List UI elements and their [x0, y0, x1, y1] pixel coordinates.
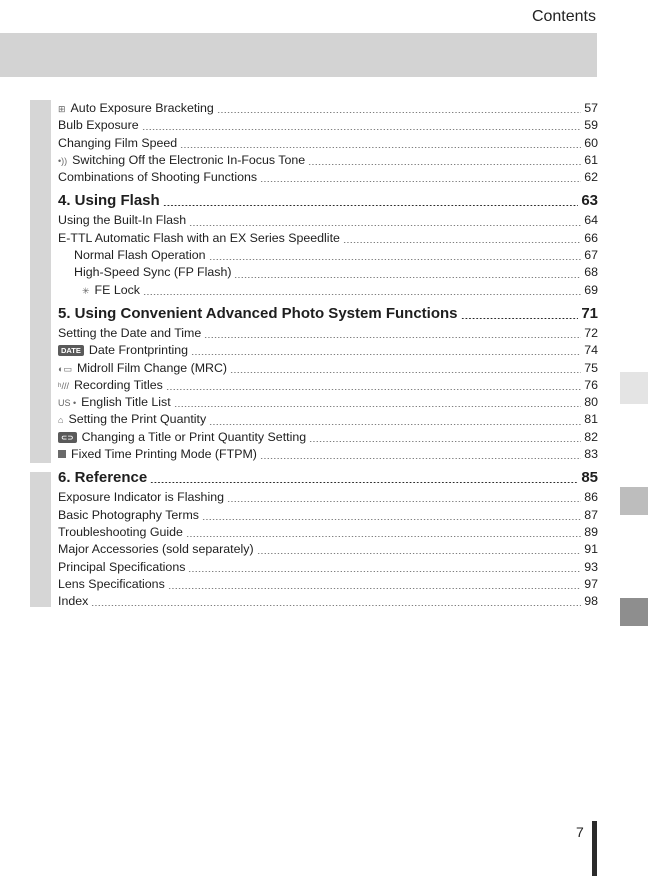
toc-entry-page: 87 [584, 507, 598, 522]
dot-leader [209, 424, 581, 425]
toc-entry-page: 68 [584, 265, 598, 280]
toc-entry-page: 60 [584, 135, 598, 150]
toc-entry-label: 5. Using Convenient Advanced Photo System Functions [58, 304, 458, 322]
toc-entry[interactable] [58, 282, 598, 299]
dot-leader [166, 389, 581, 390]
toc-entry-label: Changing a Title or Print Quantity Setting [81, 429, 307, 444]
dot-leader [186, 536, 581, 537]
toc-entry[interactable] [58, 541, 598, 558]
date-icon: DATE [58, 345, 84, 356]
toc-entry-label: Exposure Indicator is Flashing [58, 490, 224, 505]
toc-entry-label: Using the Built-In Flash [58, 213, 187, 228]
toc-entry-page: 83 [584, 447, 598, 462]
toc-entry-label: Combinations of Shooting Functions [58, 170, 258, 185]
toc-entry-label: 6. Reference [58, 469, 148, 487]
toc-entry[interactable] [58, 342, 598, 359]
dot-leader [143, 294, 581, 295]
toc-entry[interactable] [58, 593, 598, 610]
toc-entry-label: Recording Titles [73, 377, 163, 392]
dot-leader [461, 318, 579, 319]
title-qty-icon: ⊂⊃ [58, 432, 77, 443]
dot-leader [309, 441, 581, 442]
dot-leader [234, 277, 581, 278]
toc-entry[interactable] [58, 117, 598, 134]
dot-leader [189, 225, 581, 226]
toc-entry-label: FE Lock [94, 282, 140, 297]
toc-entry-label: Midroll Film Change (MRC) [76, 360, 228, 375]
toc-entry-label: Basic Photography Terms [58, 507, 199, 522]
toc-entry-label: Date Frontprinting [88, 343, 189, 358]
dot-leader [204, 337, 581, 338]
toc-entry[interactable] [58, 325, 598, 342]
page-number: 7 [576, 824, 584, 840]
dot-leader [260, 458, 581, 459]
header-band [0, 33, 597, 77]
toc-entry-label: Troubleshooting Guide [58, 524, 183, 539]
dot-leader [174, 406, 582, 407]
dot-leader [91, 605, 581, 606]
mrc-icon: ◐▭ [58, 363, 72, 374]
dot-leader [217, 112, 581, 113]
toc-entry-page: 98 [584, 594, 598, 609]
toc-entry[interactable] [58, 411, 598, 428]
toc-entry-page: 66 [584, 230, 598, 245]
toc-entry-page: 97 [584, 576, 598, 591]
beep-icon: •)) [58, 155, 68, 166]
toc-entry-page: 72 [584, 325, 598, 340]
toc-section-heading[interactable] [58, 189, 598, 212]
thumb-index-tab [620, 487, 648, 515]
dot-leader [230, 372, 581, 373]
dot-leader [168, 588, 581, 589]
toc-entry-page: 74 [584, 343, 598, 358]
title-icon: ʰ/// [58, 380, 69, 391]
toc-entry-page: 61 [584, 152, 598, 167]
us-icon: US • [58, 398, 77, 409]
dot-leader [191, 354, 581, 355]
ftpm-icon [58, 450, 66, 458]
dot-leader [209, 259, 582, 260]
toc-entry-label: Major Accessories (sold separately) [58, 542, 254, 557]
toc-entry-label: English Title List [81, 395, 171, 410]
toc-entry-page: 69 [584, 282, 598, 297]
toc-entry-page: 86 [584, 490, 598, 505]
toc-entry[interactable] [58, 524, 598, 541]
toc-entry-label: Principal Specifications [58, 559, 186, 574]
toc-entry[interactable] [58, 489, 598, 506]
toc-section-heading[interactable] [58, 466, 598, 489]
dot-leader [202, 519, 581, 520]
bracket-icon: ⊞ [58, 104, 66, 114]
section-marker-bar [30, 100, 51, 463]
toc-entry[interactable] [58, 152, 598, 169]
dot-leader [188, 571, 581, 572]
dot-leader [180, 147, 581, 148]
dot-leader [343, 242, 581, 243]
section-marker-bar [30, 472, 51, 607]
toc-entry-page: 57 [584, 101, 598, 115]
toc-entry-page: 89 [584, 524, 598, 539]
toc-entry-label: Normal Flash Operation [74, 248, 206, 263]
toc-entry-label: Setting the Print Quantity [68, 412, 207, 427]
toc-entry-page: 93 [584, 559, 598, 574]
toc-entry[interactable] [58, 507, 598, 524]
toc-entry-label: Lens Specifications [58, 576, 165, 591]
toc-entry-page: 64 [584, 213, 598, 228]
toc-section-heading[interactable] [58, 302, 598, 325]
toc-entry-label: Switching Off the Electronic In-Focus Tone [72, 152, 306, 167]
dot-leader [257, 553, 582, 554]
dot-leader [150, 482, 578, 483]
toc-entry-label: Bulb Exposure [58, 118, 139, 133]
toc-entry-page: 91 [584, 542, 598, 557]
toc-entry-page: 63 [581, 192, 598, 210]
toc-entry-page: 80 [584, 395, 598, 410]
toc-entry-label: Setting the Date and Time [58, 325, 202, 340]
toc-entry-page: 82 [584, 429, 598, 444]
toc-entry[interactable] [58, 230, 598, 247]
toc-entry-page: 75 [584, 360, 598, 375]
print-qty-icon: ⌂ [58, 415, 64, 426]
toc-entry[interactable] [58, 446, 598, 463]
dot-leader [227, 501, 581, 502]
toc-entry[interactable] [58, 377, 598, 394]
toc-entry-label: 4. Using Flash [58, 192, 160, 210]
page-header-title: Contents [531, 8, 596, 25]
thumb-index-tab [620, 372, 648, 404]
dot-leader [260, 181, 581, 182]
toc-entry[interactable] [58, 169, 598, 186]
dot-leader [308, 164, 581, 165]
toc-entry-page: 81 [584, 412, 598, 427]
toc-entry[interactable] [58, 576, 598, 593]
toc-entry-page: 85 [581, 469, 598, 487]
toc-entry-label: Fixed Time Printing Mode (FTPM) [71, 447, 257, 462]
toc-entry-label: E-TTL Automatic Flash with an EX Series Speedlite [58, 230, 340, 245]
toc-entry-page: 62 [584, 170, 598, 185]
dot-leader [163, 205, 579, 206]
toc-entry-label: High-Speed Sync (FP Flash) [74, 265, 232, 280]
toc-entry-label: Index [58, 594, 89, 609]
toc-entry[interactable] [58, 264, 598, 281]
toc-entry-page: 67 [584, 248, 598, 263]
table-of-contents [58, 100, 598, 610]
toc-entry[interactable] [58, 100, 598, 117]
toc-entry[interactable] [58, 135, 598, 152]
toc-entry-page: 76 [584, 377, 598, 392]
toc-entry[interactable] [58, 559, 598, 576]
thumb-index-tab [620, 598, 648, 626]
toc-entry-page: 59 [584, 118, 598, 133]
dot-leader [142, 129, 582, 130]
toc-entry[interactable] [58, 429, 598, 446]
toc-entry-page: 71 [581, 304, 598, 322]
toc-entry-label: Changing Film Speed [58, 135, 178, 150]
fe-lock-icon: ✳ [82, 285, 90, 296]
toc-entry-label: Auto Exposure Bracketing [70, 101, 214, 115]
toc-entry[interactable] [58, 247, 598, 264]
toc-entry[interactable] [58, 212, 598, 229]
toc-entry[interactable] [58, 394, 598, 411]
page-edge-rule [592, 821, 597, 876]
toc-entry[interactable] [58, 360, 598, 377]
